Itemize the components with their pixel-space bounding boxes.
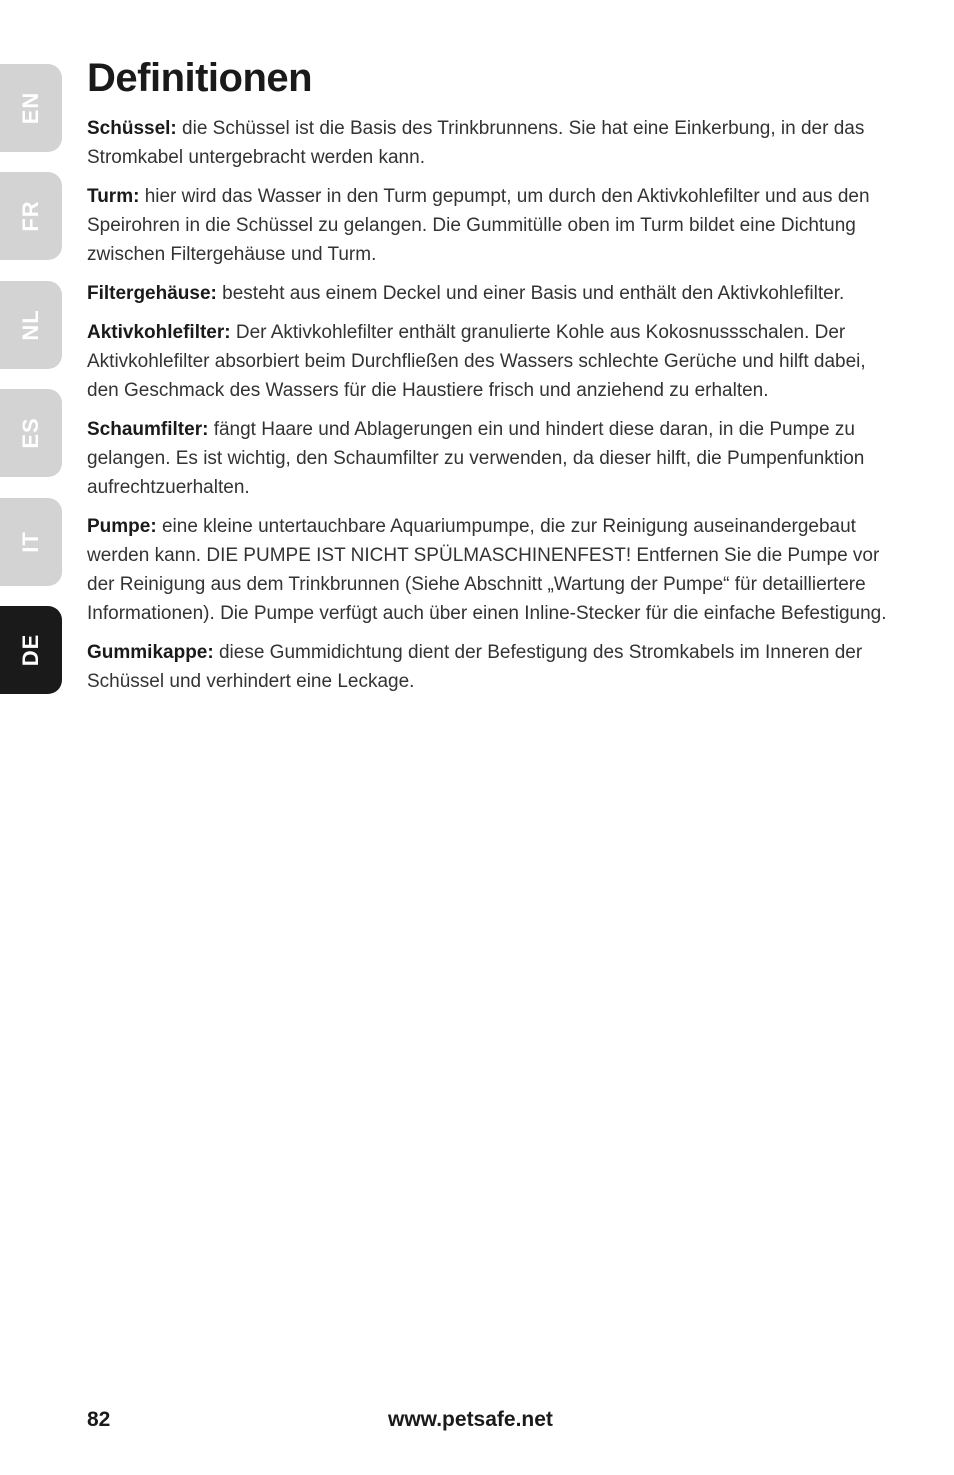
definition-item [87, 318, 892, 405]
definition-item [87, 512, 892, 628]
definition-term: Schüssel: [87, 118, 177, 139]
definition-term: Aktivkohlefilter: [87, 322, 231, 343]
definition-term: Pumpe: [87, 516, 157, 537]
definition-text: eine kleine untertauchbare Aquariumpumpe, die zur Reinigung auseinandergebaut werden kann. DIE PUMPE IST NICHT SPÜLMASCHINENFEST! Entfernen Sie die Pumpe vor der Reinigung aus dem Trinkbrunnen (Siehe Abschnitt „Wartung der Pumpe“ für detailliertere Informationen). Die Pumpe verfügt auch über einen Inline-Stecker für die einfache Befestigung. [87, 516, 887, 624]
definition-text: die Schüssel ist die Basis des Trinkbrunnens. Sie hat eine Einkerbung, in der das Stromkabel untergebracht werden kann. [87, 118, 865, 168]
tab-label: FR [18, 200, 43, 232]
definition-text: fängt Haare und Ablagerungen ein und hindert diese daran, in die Pumpe zu gelangen. Es ist wichtig, den Schaumfilter zu verwenden, da dieser hilft, die Pumpenfunktion aufrechtzuerhalten. [87, 419, 865, 498]
definitions-list [87, 114, 892, 706]
tab-it[interactable] [0, 498, 62, 586]
tab-es[interactable] [0, 389, 62, 477]
definition-term: Turm: [87, 186, 140, 207]
tab-fr[interactable] [0, 172, 62, 260]
definition-item [87, 182, 892, 269]
definition-text: besteht aus einem Deckel und einer Basis und enthält den Aktivkohlefilter. [222, 283, 845, 304]
definition-term: Filtergehäuse: [87, 283, 217, 304]
definition-item [87, 415, 892, 502]
definition-item [87, 638, 892, 696]
page-number: 82 [87, 1408, 111, 1431]
tab-nl[interactable] [0, 281, 62, 369]
tab-en[interactable] [0, 64, 62, 152]
definition-term: Gummikappe: [87, 642, 214, 663]
tab-label: NL [18, 309, 43, 341]
footer-url[interactable]: www.petsafe.net [388, 1408, 553, 1431]
definition-text: Der Aktivkohlefilter enthält granulierte Kohle aus Kokosnussschalen. Der Aktivkohlefilter absorbiert beim Durchfließen des Wassers schlechte Gerüche und hilft dabei, den Geschmack des Wassers für die Haustiere frisch und anziehend zu erhalten. [87, 322, 866, 401]
tab-de[interactable] [0, 606, 62, 694]
tab-label: IT [18, 531, 43, 553]
definition-text: hier wird das Wasser in den Turm gepumpt, um durch den Aktivkohlefilter und aus den Speirohren in die Schüssel zu gelangen. Die Gummitülle oben im Turm bildet eine Dichtung zwischen Filtergehäuse und Turm. [87, 186, 870, 265]
tab-label: DE [18, 633, 43, 667]
tab-label: EN [18, 91, 43, 125]
definition-text: diese Gummidichtung dient der Befestigung des Stromkabels im Inneren der Schüssel und verhindert eine Leckage. [87, 642, 863, 692]
definition-item [87, 279, 892, 308]
page-title: Definitionen [87, 56, 313, 100]
definition-term: Schaumfilter: [87, 419, 209, 440]
definition-item [87, 114, 892, 172]
tab-label: ES [18, 417, 43, 449]
